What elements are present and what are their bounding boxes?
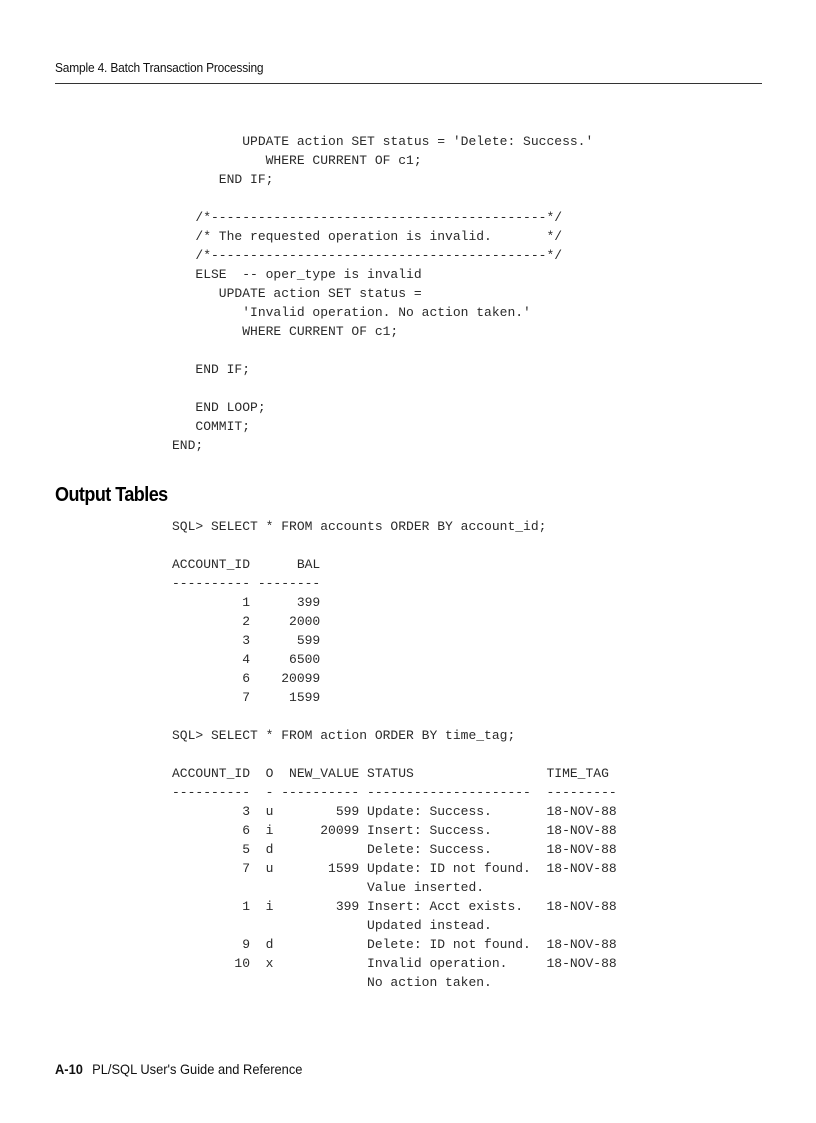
footer-page-number: A-10 bbox=[55, 1061, 83, 1077]
running-header: Sample 4. Batch Transaction Processing bbox=[55, 60, 264, 75]
sql-output-listing: SQL> SELECT * FROM accounts ORDER BY account_id; ACCOUNT_ID BAL ---------- -------- 1 399 2 2000 3 599 4 6500 6 20099 7 1599 SQL> SELECT * FROM action ORDER BY time_tag; ACCOUNT_ID O NEW_VALUE STATUS TIME_TAG ---------- - ---------- --------------------- --------- 3 u 599 Update: Success. 18-NOV-88 6 i 20099 Insert: Success. 18-NOV-88 5 d Delete: Success. 18-NOV-88 7 u 1599 Update: ID not found. 18-NOV-88 Value inserted. 1 i 399 Insert: Acct exists. 18-NOV-88 Updated instead. 9 d Delete: ID not found. 18-NOV-88 10 x Invalid operation. 18-NOV-88 No action taken. bbox=[172, 519, 617, 990]
section-heading-output-tables: Output Tables bbox=[55, 484, 168, 506]
page-footer bbox=[55, 1061, 302, 1077]
header-divider bbox=[55, 83, 762, 84]
plsql-code-listing: UPDATE action SET status = 'Delete: Success.' WHERE CURRENT OF c1; END IF; /*-------------------------------------------*/ /* The requested operation is invalid. */ /*-------------------------------------------*/ ELSE -- oper_type is invalid UPDATE action SET status = 'Invalid operation. No action taken.' WHERE CURRENT OF c1; END IF; END LOOP; COMMIT; END; bbox=[172, 134, 594, 453]
footer-book-title: PL/SQL User's Guide and Reference bbox=[92, 1061, 303, 1077]
